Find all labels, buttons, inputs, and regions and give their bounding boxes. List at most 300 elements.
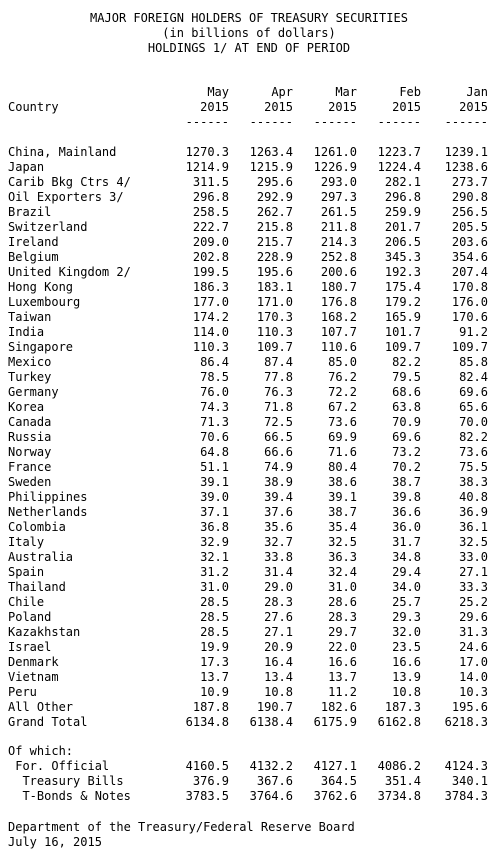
country-name: Canada bbox=[8, 415, 52, 429]
holding-value: 39.1 bbox=[328, 490, 357, 504]
holding-value: 6138.4 bbox=[249, 715, 293, 729]
holding-value: 201.7 bbox=[384, 220, 421, 234]
table-row bbox=[0, 400, 498, 415]
holding-value: 16.6 bbox=[328, 655, 357, 669]
holding-value: 73.6 bbox=[328, 415, 357, 429]
table-row bbox=[0, 250, 498, 265]
holding-value: 293.0 bbox=[320, 175, 357, 189]
holding-value: 6162.8 bbox=[377, 715, 421, 729]
country-name: France bbox=[8, 460, 52, 474]
holding-value: 1270.3 bbox=[185, 145, 229, 159]
holding-value: 176.0 bbox=[451, 295, 488, 309]
holding-value: 180.7 bbox=[320, 280, 357, 294]
holding-value: 31.4 bbox=[264, 565, 293, 579]
country-name: Denmark bbox=[8, 655, 59, 669]
holding-value: 72.2 bbox=[328, 385, 357, 399]
holding-value: 71.8 bbox=[264, 400, 293, 414]
holding-value: 70.2 bbox=[392, 460, 421, 474]
holding-value: 295.6 bbox=[256, 175, 293, 189]
holding-value: 110.3 bbox=[256, 325, 293, 339]
holding-value: 182.6 bbox=[320, 700, 357, 714]
holding-value: 70.9 bbox=[392, 415, 421, 429]
holding-value: 13.4 bbox=[264, 670, 293, 684]
table-row bbox=[0, 475, 498, 490]
country-name: India bbox=[8, 325, 45, 339]
release-date: July 16, 2015 bbox=[8, 835, 102, 849]
holding-value: 175.4 bbox=[384, 280, 421, 294]
country-name: Italy bbox=[8, 535, 45, 549]
country-name: Russia bbox=[8, 430, 52, 444]
country-name: Thailand bbox=[8, 580, 66, 594]
holding-value: 1224.4 bbox=[377, 160, 421, 174]
holding-value: 38.7 bbox=[392, 475, 421, 489]
header-year: 2015 bbox=[264, 100, 293, 114]
header-year: 2015 bbox=[328, 100, 357, 114]
holding-value: 256.5 bbox=[451, 205, 488, 219]
holding-value: 66.6 bbox=[264, 445, 293, 459]
holding-value: 39.4 bbox=[264, 490, 293, 504]
holding-value: 273.7 bbox=[451, 175, 488, 189]
holding-value: 76.3 bbox=[264, 385, 293, 399]
holding-value: 87.4 bbox=[264, 355, 293, 369]
holding-value: 76.2 bbox=[328, 370, 357, 384]
holding-value: 207.4 bbox=[451, 265, 488, 279]
holding-value: 31.0 bbox=[200, 580, 229, 594]
table-row bbox=[0, 670, 498, 685]
holding-value: 33.3 bbox=[459, 580, 488, 594]
holding-value: 38.9 bbox=[264, 475, 293, 489]
table-row bbox=[0, 520, 498, 535]
table-row bbox=[0, 310, 498, 325]
holding-value: 228.9 bbox=[256, 250, 293, 264]
holding-value: 22.0 bbox=[328, 640, 357, 654]
holding-value: 32.7 bbox=[264, 535, 293, 549]
table-row bbox=[0, 655, 498, 670]
holding-value: 69.9 bbox=[328, 430, 357, 444]
holding-value: 28.6 bbox=[328, 595, 357, 609]
holding-value: 165.9 bbox=[384, 310, 421, 324]
holding-value: 91.2 bbox=[459, 325, 488, 339]
holding-value: 25.2 bbox=[459, 595, 488, 609]
holding-value: 187.8 bbox=[192, 700, 229, 714]
holding-value: 36.9 bbox=[459, 505, 488, 519]
of-which-row bbox=[0, 789, 498, 804]
table-row bbox=[0, 295, 498, 310]
holding-value: 31.2 bbox=[200, 565, 229, 579]
country-name: Poland bbox=[8, 610, 52, 624]
holding-value: 28.3 bbox=[264, 595, 293, 609]
holding-value: 177.0 bbox=[192, 295, 229, 309]
holding-value: 24.6 bbox=[459, 640, 488, 654]
holding-value: 39.8 bbox=[392, 490, 421, 504]
holding-value: 85.8 bbox=[459, 355, 488, 369]
holding-value: 17.0 bbox=[459, 655, 488, 669]
holding-value: 13.9 bbox=[392, 670, 421, 684]
holding-value: 32.5 bbox=[459, 535, 488, 549]
country-name: Grand Total bbox=[8, 715, 88, 729]
holding-value: 35.4 bbox=[328, 520, 357, 534]
holding-value: 170.8 bbox=[451, 280, 488, 294]
holding-value: 29.3 bbox=[392, 610, 421, 624]
holding-value: 28.5 bbox=[200, 625, 229, 639]
holding-value: 74.3 bbox=[200, 400, 229, 414]
table-row bbox=[0, 190, 498, 205]
table-row bbox=[0, 430, 498, 445]
holding-value: 16.6 bbox=[392, 655, 421, 669]
holding-value: 114.0 bbox=[192, 325, 229, 339]
report-title: MAJOR FOREIGN HOLDERS OF TREASURY SECURITIES bbox=[90, 11, 408, 25]
holding-value: 354.6 bbox=[451, 250, 488, 264]
country-name: Ireland bbox=[8, 235, 59, 249]
of-which-row bbox=[0, 774, 498, 789]
holding-value: 110.6 bbox=[320, 340, 357, 354]
holding-value: 206.5 bbox=[384, 235, 421, 249]
country-name: Philippines bbox=[8, 490, 88, 504]
holding-value: 199.5 bbox=[192, 265, 229, 279]
holding-value: 110.3 bbox=[192, 340, 229, 354]
holding-value: 28.3 bbox=[328, 610, 357, 624]
holding-value: 1214.9 bbox=[185, 160, 229, 174]
header-year: 2015 bbox=[392, 100, 421, 114]
holding-value: 29.6 bbox=[459, 610, 488, 624]
table-row bbox=[0, 595, 498, 610]
holding-value: 4086.2 bbox=[377, 759, 421, 773]
holding-value: 73.2 bbox=[392, 445, 421, 459]
holding-value: 297.3 bbox=[320, 190, 357, 204]
holding-value: 71.6 bbox=[328, 445, 357, 459]
header-rule-row bbox=[0, 115, 498, 130]
holding-value: 20.9 bbox=[264, 640, 293, 654]
holding-value: 262.7 bbox=[256, 205, 293, 219]
holding-value: 1226.9 bbox=[313, 160, 357, 174]
holding-value: 11.2 bbox=[328, 685, 357, 699]
holding-value: 168.2 bbox=[320, 310, 357, 324]
table-row bbox=[0, 625, 498, 640]
holding-value: 174.2 bbox=[192, 310, 229, 324]
holding-value: 69.6 bbox=[392, 430, 421, 444]
header-rule: ------ bbox=[185, 115, 229, 129]
holding-value: 25.7 bbox=[392, 595, 421, 609]
country-name: Chile bbox=[8, 595, 45, 609]
holding-value: 203.6 bbox=[451, 235, 488, 249]
holding-value: 79.5 bbox=[392, 370, 421, 384]
holding-value: 292.9 bbox=[256, 190, 293, 204]
holding-value: 32.9 bbox=[200, 535, 229, 549]
holding-value: 32.4 bbox=[328, 565, 357, 579]
holding-value: 261.5 bbox=[320, 205, 357, 219]
holding-value: 70.6 bbox=[200, 430, 229, 444]
table-row bbox=[0, 565, 498, 580]
holding-value: 4132.2 bbox=[249, 759, 293, 773]
holding-value: 34.8 bbox=[392, 550, 421, 564]
country-name: All Other bbox=[8, 700, 74, 714]
table-row bbox=[0, 160, 498, 175]
report-subtitle: HOLDINGS 1/ AT END OF PERIOD bbox=[147, 41, 351, 55]
holding-value: 6175.9 bbox=[313, 715, 357, 729]
holding-value: 16.4 bbox=[264, 655, 293, 669]
holding-value: 259.9 bbox=[384, 205, 421, 219]
country-name: Peru bbox=[8, 685, 37, 699]
table-row bbox=[0, 610, 498, 625]
holding-value: 75.5 bbox=[459, 460, 488, 474]
of-which-row bbox=[0, 759, 498, 774]
table-row bbox=[0, 370, 498, 385]
holding-value: 27.6 bbox=[264, 610, 293, 624]
country-name: For. Official bbox=[8, 759, 110, 773]
country-name: T-Bonds & Notes bbox=[8, 789, 131, 803]
source-note: Department of the Treasury/Federal Reserve Board bbox=[8, 820, 355, 834]
holding-value: 183.1 bbox=[256, 280, 293, 294]
country-name: Colombia bbox=[8, 520, 66, 534]
holding-value: 66.5 bbox=[264, 430, 293, 444]
holding-value: 32.1 bbox=[200, 550, 229, 564]
holding-value: 17.3 bbox=[200, 655, 229, 669]
table-row bbox=[0, 340, 498, 355]
table-row bbox=[0, 355, 498, 370]
holding-value: 38.6 bbox=[328, 475, 357, 489]
report-units: (in billions of dollars) bbox=[162, 26, 336, 40]
header-rule: ------ bbox=[313, 115, 357, 129]
table-row bbox=[0, 415, 498, 430]
holding-value: 73.6 bbox=[459, 445, 488, 459]
holding-value: 10.8 bbox=[392, 685, 421, 699]
holding-value: 36.6 bbox=[392, 505, 421, 519]
holding-value: 39.1 bbox=[200, 475, 229, 489]
holding-value: 109.7 bbox=[384, 340, 421, 354]
holding-value: 215.7 bbox=[256, 235, 293, 249]
country-name: Treasury Bills bbox=[8, 774, 124, 788]
holding-value: 10.9 bbox=[200, 685, 229, 699]
holding-value: 64.8 bbox=[200, 445, 229, 459]
country-name: Norway bbox=[8, 445, 52, 459]
country-name: Hong Kong bbox=[8, 280, 74, 294]
country-name: Sweden bbox=[8, 475, 52, 489]
holding-value: 70.0 bbox=[459, 415, 488, 429]
holding-value: 36.8 bbox=[200, 520, 229, 534]
header-rule: ------ bbox=[444, 115, 488, 129]
header-rule: ------ bbox=[249, 115, 293, 129]
holding-value: 27.1 bbox=[459, 565, 488, 579]
country-name: Taiwan bbox=[8, 310, 52, 324]
holding-value: 296.8 bbox=[192, 190, 229, 204]
holding-value: 29.4 bbox=[392, 565, 421, 579]
country-name: Turkey bbox=[8, 370, 52, 384]
holding-value: 6218.3 bbox=[444, 715, 488, 729]
country-name: Carib Bkg Ctrs 4/ bbox=[8, 175, 131, 189]
holding-value: 3734.8 bbox=[377, 789, 421, 803]
table-row bbox=[0, 265, 498, 280]
holding-value: 282.1 bbox=[384, 175, 421, 189]
holding-value: 38.7 bbox=[328, 505, 357, 519]
holding-value: 36.0 bbox=[392, 520, 421, 534]
country-name: Japan bbox=[8, 160, 45, 174]
holding-value: 176.8 bbox=[320, 295, 357, 309]
holding-value: 1263.4 bbox=[249, 145, 293, 159]
country-name: Korea bbox=[8, 400, 45, 414]
holding-value: 179.2 bbox=[384, 295, 421, 309]
country-name: Netherlands bbox=[8, 505, 88, 519]
holding-value: 28.5 bbox=[200, 610, 229, 624]
holding-value: 3784.3 bbox=[444, 789, 488, 803]
holding-value: 195.6 bbox=[256, 265, 293, 279]
holding-value: 4124.3 bbox=[444, 759, 488, 773]
holding-value: 200.6 bbox=[320, 265, 357, 279]
table-row bbox=[0, 235, 498, 250]
holding-value: 80.4 bbox=[328, 460, 357, 474]
country-name: China, Mainland bbox=[8, 145, 117, 159]
holding-value: 296.8 bbox=[384, 190, 421, 204]
header-year: 2015 bbox=[459, 100, 488, 114]
holding-value: 186.3 bbox=[192, 280, 229, 294]
holding-value: 82.4 bbox=[459, 370, 488, 384]
holding-value: 109.7 bbox=[256, 340, 293, 354]
holding-value: 101.7 bbox=[384, 325, 421, 339]
country-name: Vietnam bbox=[8, 670, 59, 684]
holding-value: 86.4 bbox=[200, 355, 229, 369]
holding-value: 109.7 bbox=[451, 340, 488, 354]
header-month: Mar bbox=[335, 85, 357, 99]
holding-value: 82.2 bbox=[459, 430, 488, 444]
header-month: Jan bbox=[466, 85, 488, 99]
holding-value: 77.8 bbox=[264, 370, 293, 384]
table-row bbox=[0, 640, 498, 655]
holding-value: 32.0 bbox=[392, 625, 421, 639]
holding-value: 36.1 bbox=[459, 520, 488, 534]
holding-value: 1223.7 bbox=[377, 145, 421, 159]
holding-value: 65.6 bbox=[459, 400, 488, 414]
holding-value: 209.0 bbox=[192, 235, 229, 249]
holding-value: 1215.9 bbox=[249, 160, 293, 174]
country-name: Israel bbox=[8, 640, 52, 654]
holding-value: 192.3 bbox=[384, 265, 421, 279]
holding-value: 23.5 bbox=[392, 640, 421, 654]
holding-value: 68.6 bbox=[392, 385, 421, 399]
holding-value: 82.2 bbox=[392, 355, 421, 369]
holding-value: 27.1 bbox=[264, 625, 293, 639]
holding-value: 1238.6 bbox=[444, 160, 488, 174]
holding-value: 85.0 bbox=[328, 355, 357, 369]
table-row bbox=[0, 385, 498, 400]
holding-value: 40.8 bbox=[459, 490, 488, 504]
holding-value: 13.7 bbox=[200, 670, 229, 684]
country-name: Belgium bbox=[8, 250, 59, 264]
header-months-row bbox=[0, 85, 498, 100]
table-row bbox=[0, 145, 498, 160]
country-name: Brazil bbox=[8, 205, 52, 219]
table-row bbox=[0, 580, 498, 595]
holding-value: 36.3 bbox=[328, 550, 357, 564]
header-country: Country bbox=[8, 100, 59, 114]
holding-value: 3783.5 bbox=[185, 789, 229, 803]
holding-value: 39.0 bbox=[200, 490, 229, 504]
holding-value: 214.3 bbox=[320, 235, 357, 249]
holding-value: 1239.1 bbox=[444, 145, 488, 159]
holding-value: 4127.1 bbox=[313, 759, 357, 773]
of-which-label: Of which: bbox=[8, 744, 74, 758]
header-month: Feb bbox=[399, 85, 421, 99]
holding-value: 38.3 bbox=[459, 475, 488, 489]
holding-value: 190.7 bbox=[256, 700, 293, 714]
header-month: Apr bbox=[271, 85, 293, 99]
holding-value: 170.6 bbox=[451, 310, 488, 324]
table-row bbox=[0, 220, 498, 235]
holding-value: 72.5 bbox=[264, 415, 293, 429]
holding-value: 78.5 bbox=[200, 370, 229, 384]
country-name: Switzerland bbox=[8, 220, 88, 234]
holding-value: 195.6 bbox=[451, 700, 488, 714]
table-row bbox=[0, 280, 498, 295]
table-row bbox=[0, 550, 498, 565]
holding-value: 351.4 bbox=[384, 774, 421, 788]
holding-value: 367.6 bbox=[256, 774, 293, 788]
header-rule: ------ bbox=[377, 115, 421, 129]
holding-value: 290.8 bbox=[451, 190, 488, 204]
holding-value: 37.6 bbox=[264, 505, 293, 519]
holding-value: 13.7 bbox=[328, 670, 357, 684]
table-row bbox=[0, 685, 498, 700]
holding-value: 222.7 bbox=[192, 220, 229, 234]
holding-value: 10.3 bbox=[459, 685, 488, 699]
holding-value: 19.9 bbox=[200, 640, 229, 654]
country-name: Spain bbox=[8, 565, 45, 579]
holding-value: 345.3 bbox=[384, 250, 421, 264]
holding-value: 31.3 bbox=[459, 625, 488, 639]
holding-value: 187.3 bbox=[384, 700, 421, 714]
table-row bbox=[0, 175, 498, 190]
table-row bbox=[0, 700, 498, 715]
holding-value: 74.9 bbox=[264, 460, 293, 474]
holding-value: 205.5 bbox=[451, 220, 488, 234]
table-row bbox=[0, 535, 498, 550]
holding-value: 29.0 bbox=[264, 580, 293, 594]
grand-total-row bbox=[0, 715, 498, 730]
holding-value: 35.6 bbox=[264, 520, 293, 534]
header-year: 2015 bbox=[200, 100, 229, 114]
holding-value: 311.5 bbox=[192, 175, 229, 189]
holding-value: 67.2 bbox=[328, 400, 357, 414]
holding-value: 71.3 bbox=[200, 415, 229, 429]
holding-value: 211.8 bbox=[320, 220, 357, 234]
holding-value: 6134.8 bbox=[185, 715, 229, 729]
header-years-row bbox=[0, 100, 498, 115]
country-name: United Kingdom 2/ bbox=[8, 265, 131, 279]
table-row bbox=[0, 205, 498, 220]
holding-value: 10.8 bbox=[264, 685, 293, 699]
table-row bbox=[0, 325, 498, 340]
holding-value: 51.1 bbox=[200, 460, 229, 474]
holding-value: 69.6 bbox=[459, 385, 488, 399]
header-month: May bbox=[207, 85, 229, 99]
country-name: Luxembourg bbox=[8, 295, 81, 309]
holding-value: 215.8 bbox=[256, 220, 293, 234]
country-name: Australia bbox=[8, 550, 74, 564]
holding-value: 34.0 bbox=[392, 580, 421, 594]
holding-value: 107.7 bbox=[320, 325, 357, 339]
holding-value: 340.1 bbox=[451, 774, 488, 788]
country-name: Germany bbox=[8, 385, 59, 399]
holding-value: 37.1 bbox=[200, 505, 229, 519]
holding-value: 1261.0 bbox=[313, 145, 357, 159]
holding-value: 28.5 bbox=[200, 595, 229, 609]
holding-value: 33.8 bbox=[264, 550, 293, 564]
holding-value: 258.5 bbox=[192, 205, 229, 219]
holding-value: 32.5 bbox=[328, 535, 357, 549]
holding-value: 364.5 bbox=[320, 774, 357, 788]
holding-value: 31.0 bbox=[328, 580, 357, 594]
holding-value: 63.8 bbox=[392, 400, 421, 414]
table-row bbox=[0, 490, 498, 505]
holding-value: 76.0 bbox=[200, 385, 229, 399]
